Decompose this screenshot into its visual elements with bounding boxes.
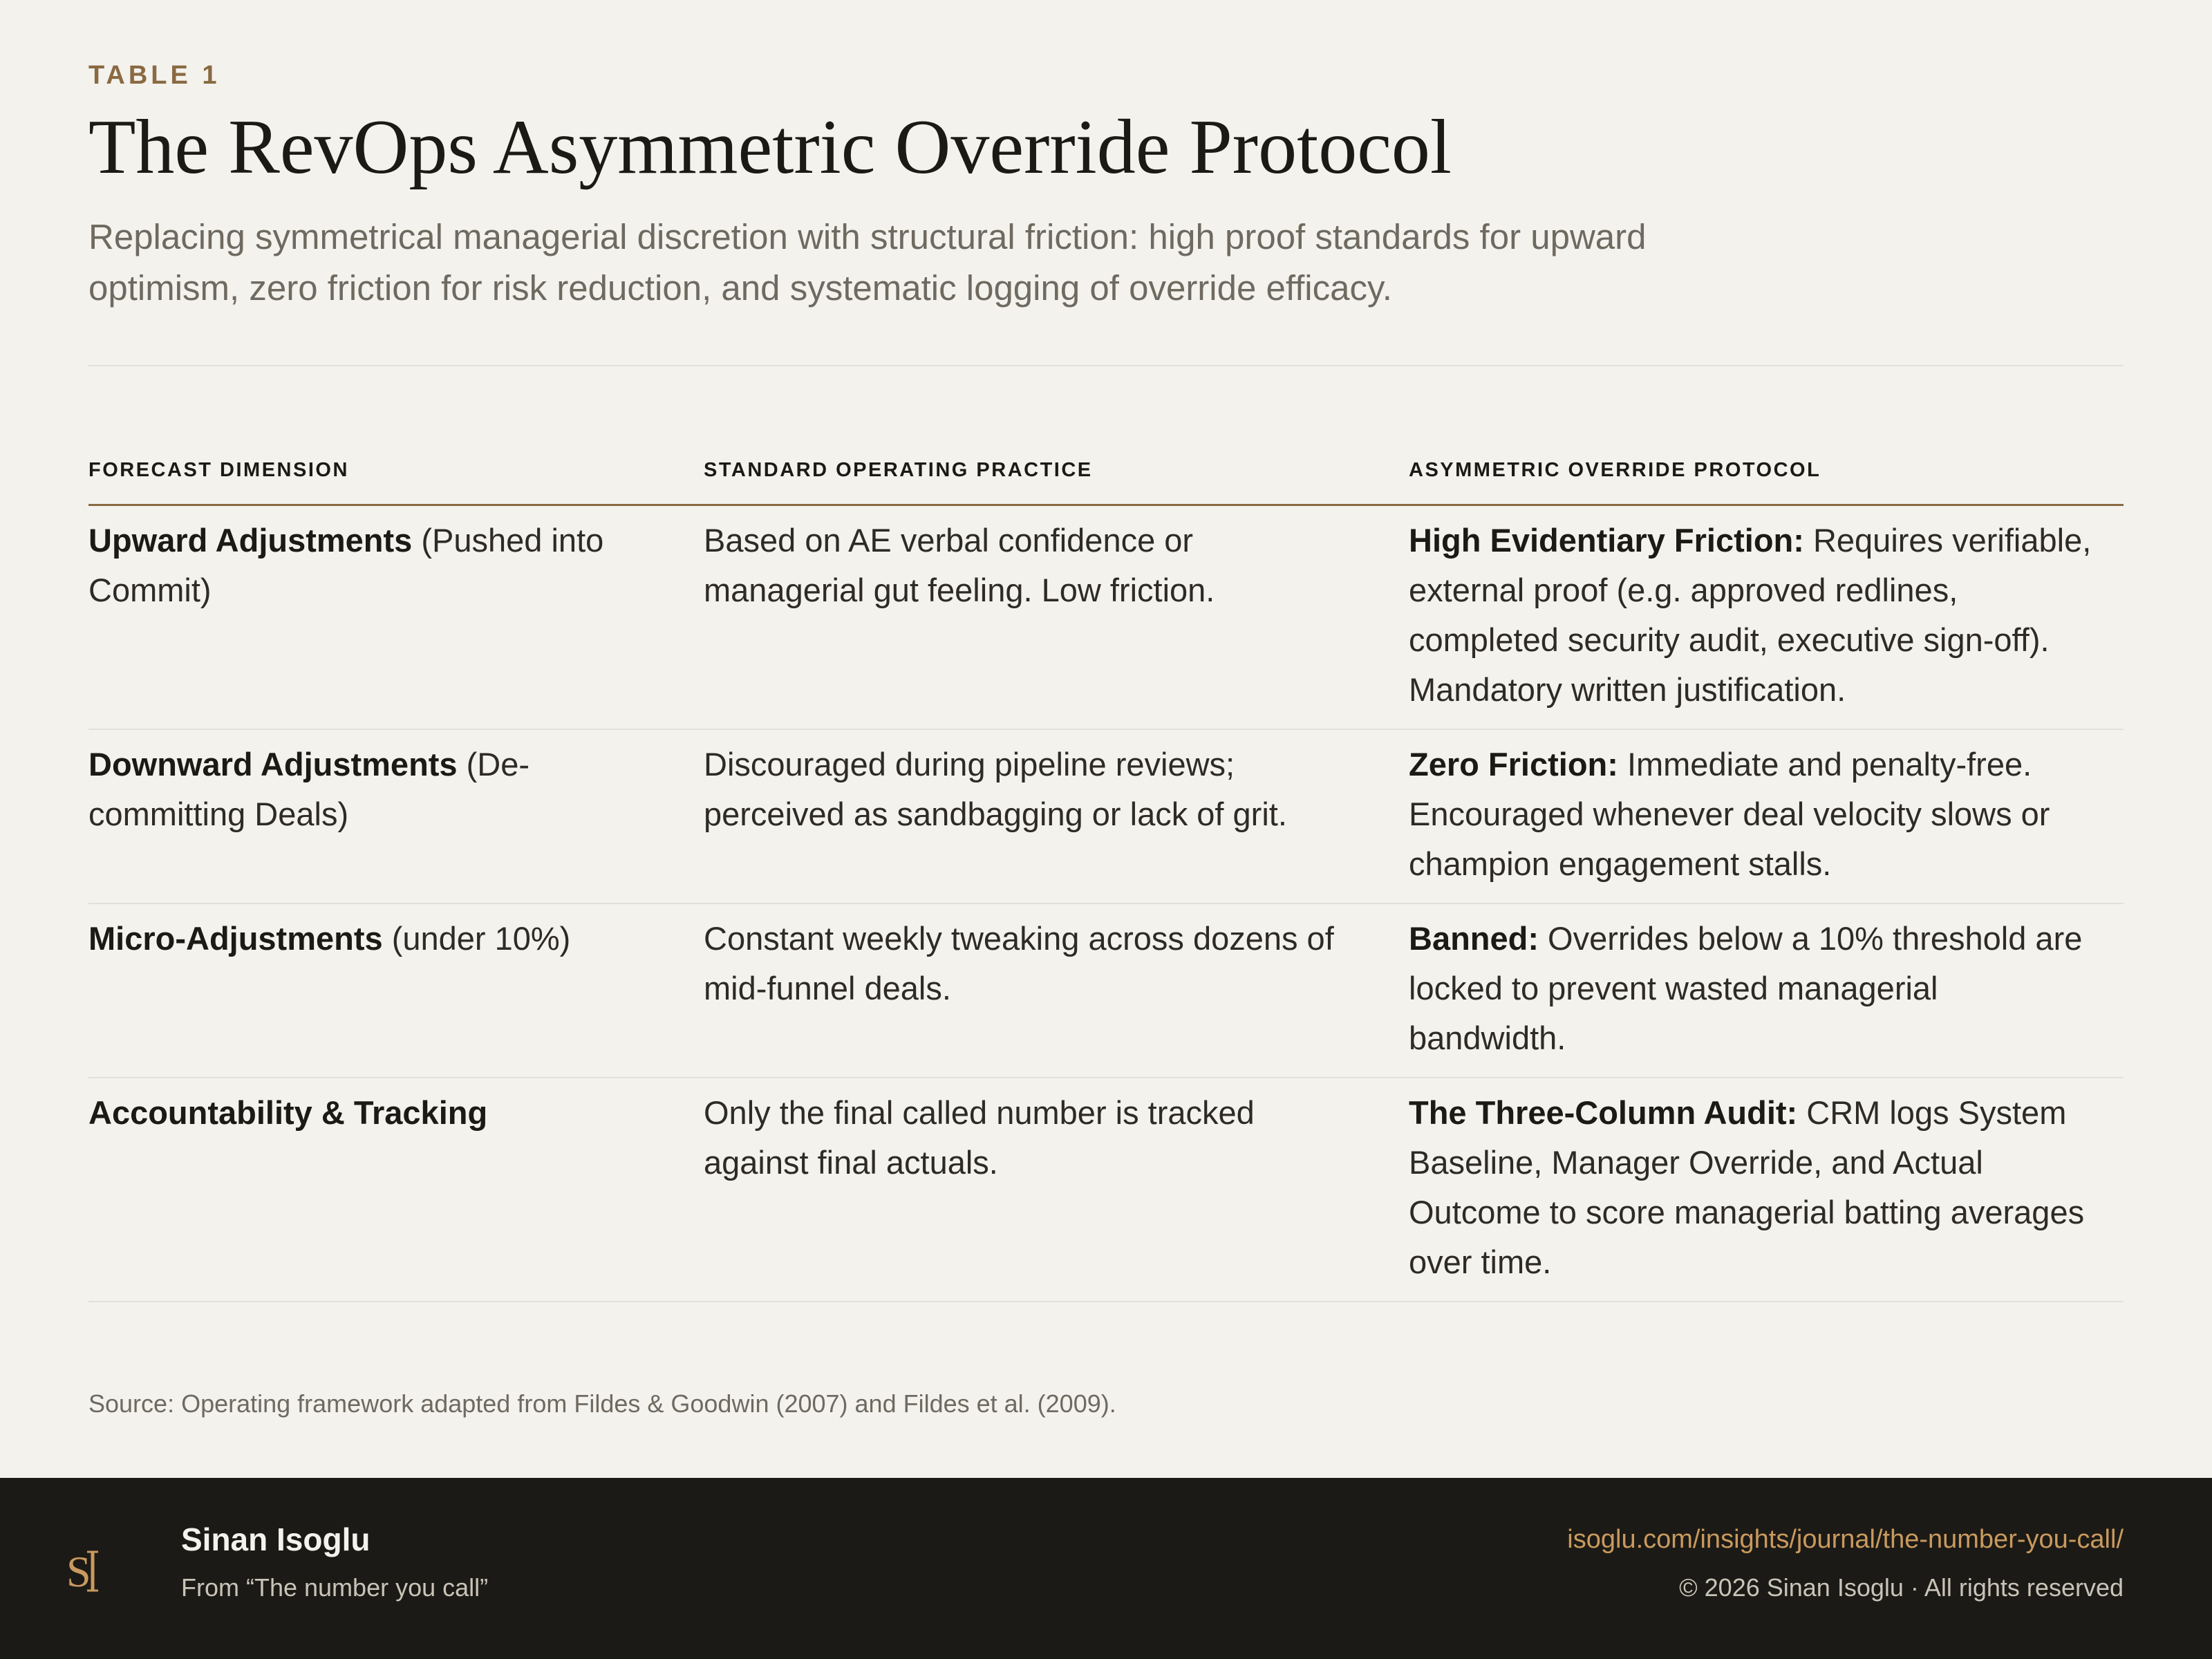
svg-text:S: S — [66, 1547, 91, 1596]
footer — [0, 1478, 2212, 1659]
protocol-detail: CRM logs System Baseline, Manager Override, and Actual Outcome to score managerial batting averages over time. — [1409, 1094, 2085, 1280]
protocol-cell — [1409, 1088, 2100, 1287]
table-label: TABLE 1 — [88, 61, 221, 90]
protocol-rule: High Evidentiary Friction: — [1409, 522, 1804, 559]
protocol-cell — [1409, 914, 2100, 1063]
standard-practice-cell: Constant weekly tweaking across dozens of mid-funnel deals. — [704, 920, 1334, 1006]
dimension-note: (Pushed into Commit) — [88, 522, 604, 608]
article-reference: From “The number you call” — [181, 1573, 489, 1602]
si-monogram-icon — [62, 1544, 118, 1599]
dimension-note: (under 10%) — [382, 920, 571, 957]
protocol-rule: The Three-Column Audit: — [1409, 1094, 1798, 1131]
table-row — [88, 730, 2124, 904]
page-title: The RevOps Asymmetric Override Protocol — [88, 104, 1452, 190]
article-link[interactable]: isoglu.com/insights/journal/the-number-you-call/ — [1567, 1525, 2124, 1554]
protocol-detail: Overrides below a 10% threshold are locked to prevent wasted managerial bandwidth. — [1409, 920, 2083, 1056]
standard-practice-cell: Discouraged during pipeline reviews; perceived as sandbagging or lack of grit. — [704, 746, 1287, 832]
protocol-cell — [1409, 740, 2100, 889]
protocol-cell — [1409, 516, 2100, 715]
table-header — [88, 451, 2124, 506]
dimension-cell — [88, 1088, 662, 1138]
dimension-note: (De-committing Deals) — [88, 746, 530, 832]
page-subtitle: Replacing symmetrical managerial discretion with structural friction: high proof standards for upward optimism, zero friction for risk reduction, and systematic logging of override efficacy. — [88, 217, 1647, 308]
dimension-name: Micro-Adjustments — [88, 920, 383, 957]
dimension-name: Accountability & Tracking — [88, 1094, 488, 1131]
dimension-cell — [88, 914, 662, 964]
dimension-name: Downward Adjustments — [88, 746, 458, 782]
protocol-table — [88, 451, 2124, 1302]
table-row — [88, 904, 2124, 1078]
dimension-cell — [88, 740, 662, 839]
header-divider — [88, 365, 2124, 366]
table-row — [88, 1078, 2124, 1302]
column-header-dimension: FORECAST DIMENSION — [88, 459, 349, 481]
source-note: Source: Operating framework adapted from Fildes & Goodwin (2007) and Fildes et al. (2009). — [88, 1389, 1116, 1418]
protocol-rule: Zero Friction: — [1409, 746, 1618, 782]
dimension-cell — [88, 516, 662, 615]
copyright-notice: © 2026 Sinan Isoglu · All rights reserved — [1679, 1573, 2124, 1602]
protocol-detail: Immediate and penalty-free. Encouraged whenever deal velocity slows or champion engagement stalls. — [1409, 746, 2050, 882]
protocol-detail: Requires verifiable, external proof (e.g. approved redlines, completed security audit, executive sign-off). Mandatory written justification. — [1409, 522, 2092, 708]
dimension-name: Upward Adjustments — [88, 522, 413, 559]
author-name: Sinan Isoglu — [181, 1521, 371, 1557]
standard-practice-cell: Based on AE verbal confidence or managerial gut feeling. Low friction. — [704, 522, 1215, 608]
table-row — [88, 506, 2124, 730]
standard-practice-cell: Only the final called number is tracked against final actuals. — [704, 1094, 1255, 1181]
protocol-rule: Banned: — [1409, 920, 1539, 957]
column-header-standard: STANDARD OPERATING PRACTICE — [704, 459, 1093, 481]
column-header-protocol: ASYMMETRIC OVERRIDE PROTOCOL — [1409, 459, 1821, 481]
